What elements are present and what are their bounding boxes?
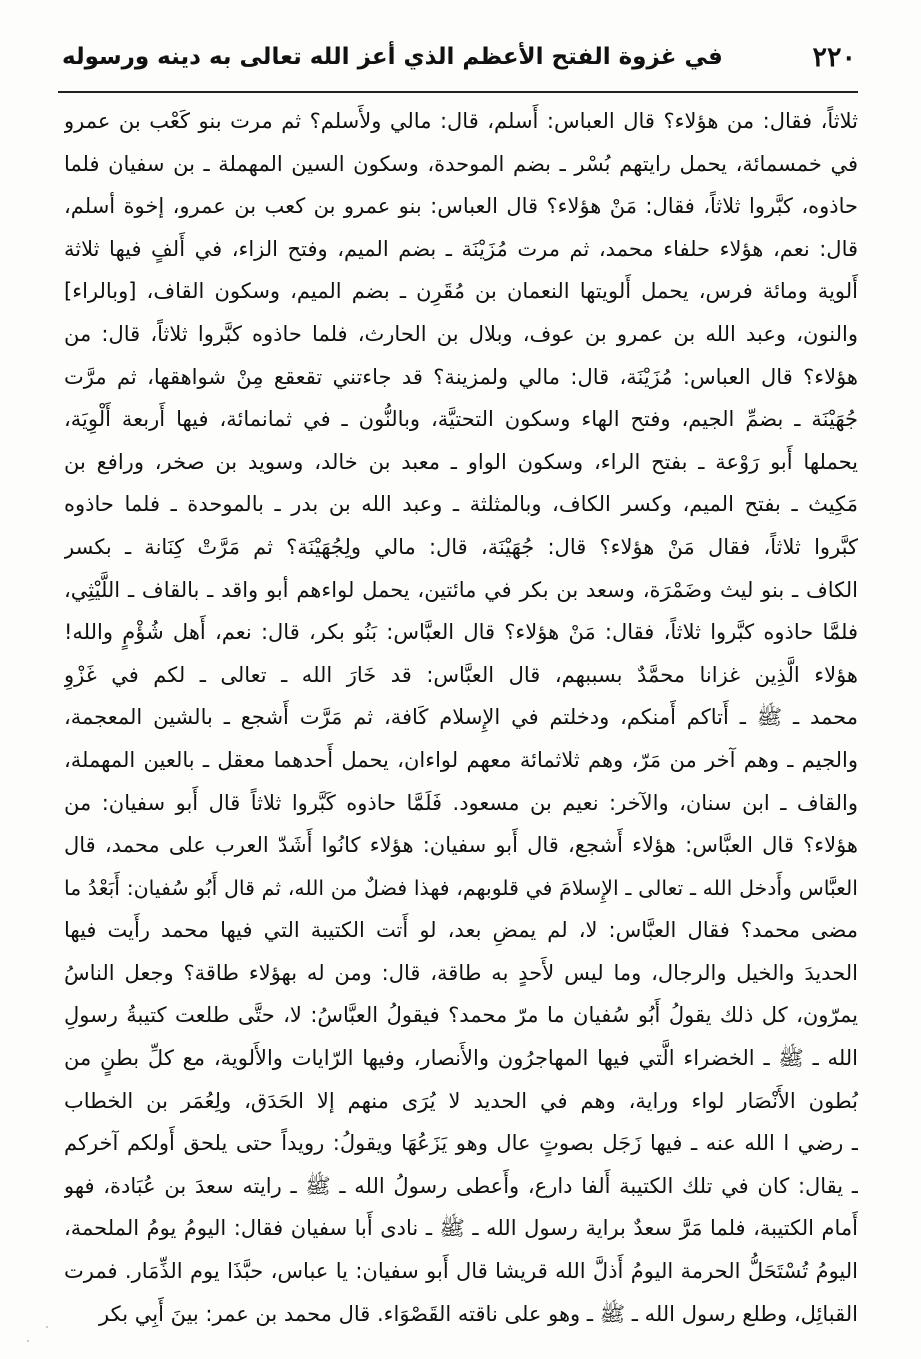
scan-speck: [46, 1326, 48, 1328]
text-line: هؤلاء الَّذِين غزانا محمَّدٌ بسببهم، قال العبَّاس: قد خَارَ الله ـ تعالى ـ لكم في غَزْوِ: [64, 662, 858, 687]
text-line: مضى محمد؟ فقال العبَّاس: لا، لم يمضِ بعد، لو أَتت الكتيبة التي فيها محمد رأَيت فيها: [64, 918, 858, 943]
text-line: في خمسمائة، يحمل رايتهم بُسْر ـ بضم الموحدة، وسكون السين المهملة ـ بن سفيان فلما: [64, 151, 858, 176]
text-line: هؤلاء؟ قال العباس: مُزَيْنَة، قال: مالي ولمزينة؟ قد جاءتني تقعقع مِنْ شواهقها، ثم مرَّت: [64, 364, 858, 389]
text-line: بُطون الأَنْصَار لواء وراية، وهم في الحديد لا يُرَى منهم إلا الحَدَق، ولِعُمَر بن الخطاب: [64, 1088, 858, 1113]
text-line: مَكِيث ـ بفتح الميم، وكسر الكاف، وبالمثلثة ـ وعبد الله بن بدر ـ بالموحدة ـ فلما حاذوه: [64, 492, 858, 517]
text-line: فلمَّا حاذوه كبَّروا ثلاثاً، فقال: مَنْ هؤلاء؟ قال العبَّاس: بَنُو بكر، قال: نعم، أَهل شُؤْمٍ والله!: [64, 620, 858, 645]
running-title: في غزوة الفتح الأعظم الذي أعز الله تعالى به دينه ورسوله: [62, 44, 723, 70]
text-line: يحملها أَبو رَوْعة ـ بفتح الراء، وسكون الواو ـ معبد بن خالد، وسويد بن صخر، ورافع بن: [64, 449, 858, 474]
text-line: جُهَيْنَة ـ بضمِّ الجيم، وفتح الهاء وسكون التحتيَّة، وبالنُّون ـ في ثمانمائة، فيها أَربعة أَلْوِيَة،: [64, 407, 858, 432]
body-text: [64, 100, 858, 1335]
text-line: يمرّون، كل ذلك يقولُ أَبُو سُفيان ما مرّ محمد؟ فيقولُ العبَّاسُ: لا، حتَّى طلعت كتيبةُ رسولِ: [64, 1003, 858, 1028]
text-line: ـ يقال: كان في تلك الكتيبة أَلفا دارع، وأَعطى رسولُ الله ـ ﷺ ـ رايته سعدَ بن عُبَادة، فهو: [64, 1173, 858, 1198]
text-line: كبَّروا ثلاثاً، فقال مَنْ هؤلاء؟ قال: جُهَيْنَة، قال: مالي ولِجُهَيْنَة؟ ثم مَرَّتْ كِنَانة ـ بكسر: [64, 534, 858, 559]
text-line: اليومُ تُسْتَحَلُّ الحرمة اليومُ أَذلَّ الله قريشا قال أَبو سفيان: يا عباس، حبَّذَا يوم الذِّمَار. فمرت: [64, 1259, 858, 1284]
text-line: الله ـ ﷺ ـ الخضراء الَّتي فيها المهاجرُون والأَنصار، وفيها الرّايات والأَلوية، مع كلِّ بطنٍ من: [64, 1046, 858, 1071]
text-line: أَلوية ومائة فرس، يحمل أَلويتها النعمان بن مُقَرِن ـ بضم الميم، وسكون القاف، [وبالراء]: [64, 279, 858, 304]
text-line: قال: نعم، هؤلاء حلفاء محمد، ثم مرت مُزَيْنَة ـ بضم الميم، وفتح الزاء، في أَلفٍ فيها ثلاثة: [64, 236, 858, 261]
text-line: ثلاثاً، فقال: من هؤلاء؟ قال العباس: أَسلم، قال: مالي ولأَسلم؟ ثم مرت بنو كَعْب بن عمرو: [64, 109, 858, 133]
text-line: العبَّاس وأَدخل الله ـ تعالى ـ الإِسلامَ في قلوبهم، فهذا فضلٌ من الله، ثم قال أَبُو سُفيان: أَبَعْدُ ما: [64, 875, 858, 900]
text-line: الكاف ـ بنو ليث وضَمْرَة، وسعد بن بكر في مائتين، يحمل لواءهم أبو واقد ـ بالقاف ـ اللَّيْثِي،: [64, 577, 858, 602]
text-line: حاذوه، كبَّروا ثلاثاً، فقال: مَنْ هؤلاء؟ قال العباس: بنو عمرو بن كعب بن عمرو، إخوة أسلم،: [64, 194, 858, 219]
text-line: الحديدَ والخيل والرجال، وما ليس لأَحدٍ به طاقة، قال: ومن له بهؤلاء طاقة؟ وجعل الناسُ: [64, 960, 858, 985]
page-header: [62, 40, 856, 80]
text-line: ـ رضي ا الله عنه ـ فيها زَجَل بصوتٍ عال وهو يَزَعُهَا ويقولُ: رويداً حتى يلحق أَولكم آخركم: [64, 1131, 858, 1156]
text-line: والقاف ـ ابن سنان، والآخر: نعيم بن مسعود. فَلَمَّا حاذوه كَبَّروا ثلاثاً قال أَبو سفيان: من: [64, 790, 858, 815]
text-line: أَمام الكتيبة، فلما مَرَّ سعدٌ براية رسول الله ـ ﷺ ـ نادى أَبا سفيان فقال: اليومُ يومُ الملحمة،: [64, 1216, 858, 1241]
text-line: هؤلاء؟ قال العبَّاس: هؤلاء أَشجع، قال أَبو سفيان: هؤلاء كانُوا أَشَدّ العرب على محمد، قال: [64, 833, 858, 858]
header-divider: [58, 91, 858, 93]
text-line: القبائِل، وطلع رسول الله ـ ﷺ ـ وهو على ناقته القَصْوَاء. قال محمد بن عمر: بينَ أَبِي بكر: [99, 1301, 858, 1326]
text-line: محمد ـ ﷺ ـ أَتاكم أَمنكم، ودخلتم في الإِسلام كَافة، ثم مَرَّت أَشجع ـ بالشين المعجمة،: [64, 705, 858, 730]
text-line: والجيم ـ وهم آخر من مَرّ، وهم ثلاثمائة معهم لواءان، يحمل أَحدهما معقل ـ بالعين المهملة،: [64, 747, 858, 772]
scan-speck: [27, 1340, 29, 1342]
text-line: والنون، وعبد الله بن عمرو بن عوف، وبلال بن الحارث، فلما حاذوه كبَّروا ثلاثاً، قال: من: [64, 321, 858, 346]
page-number: ٢٢٠: [812, 42, 856, 73]
